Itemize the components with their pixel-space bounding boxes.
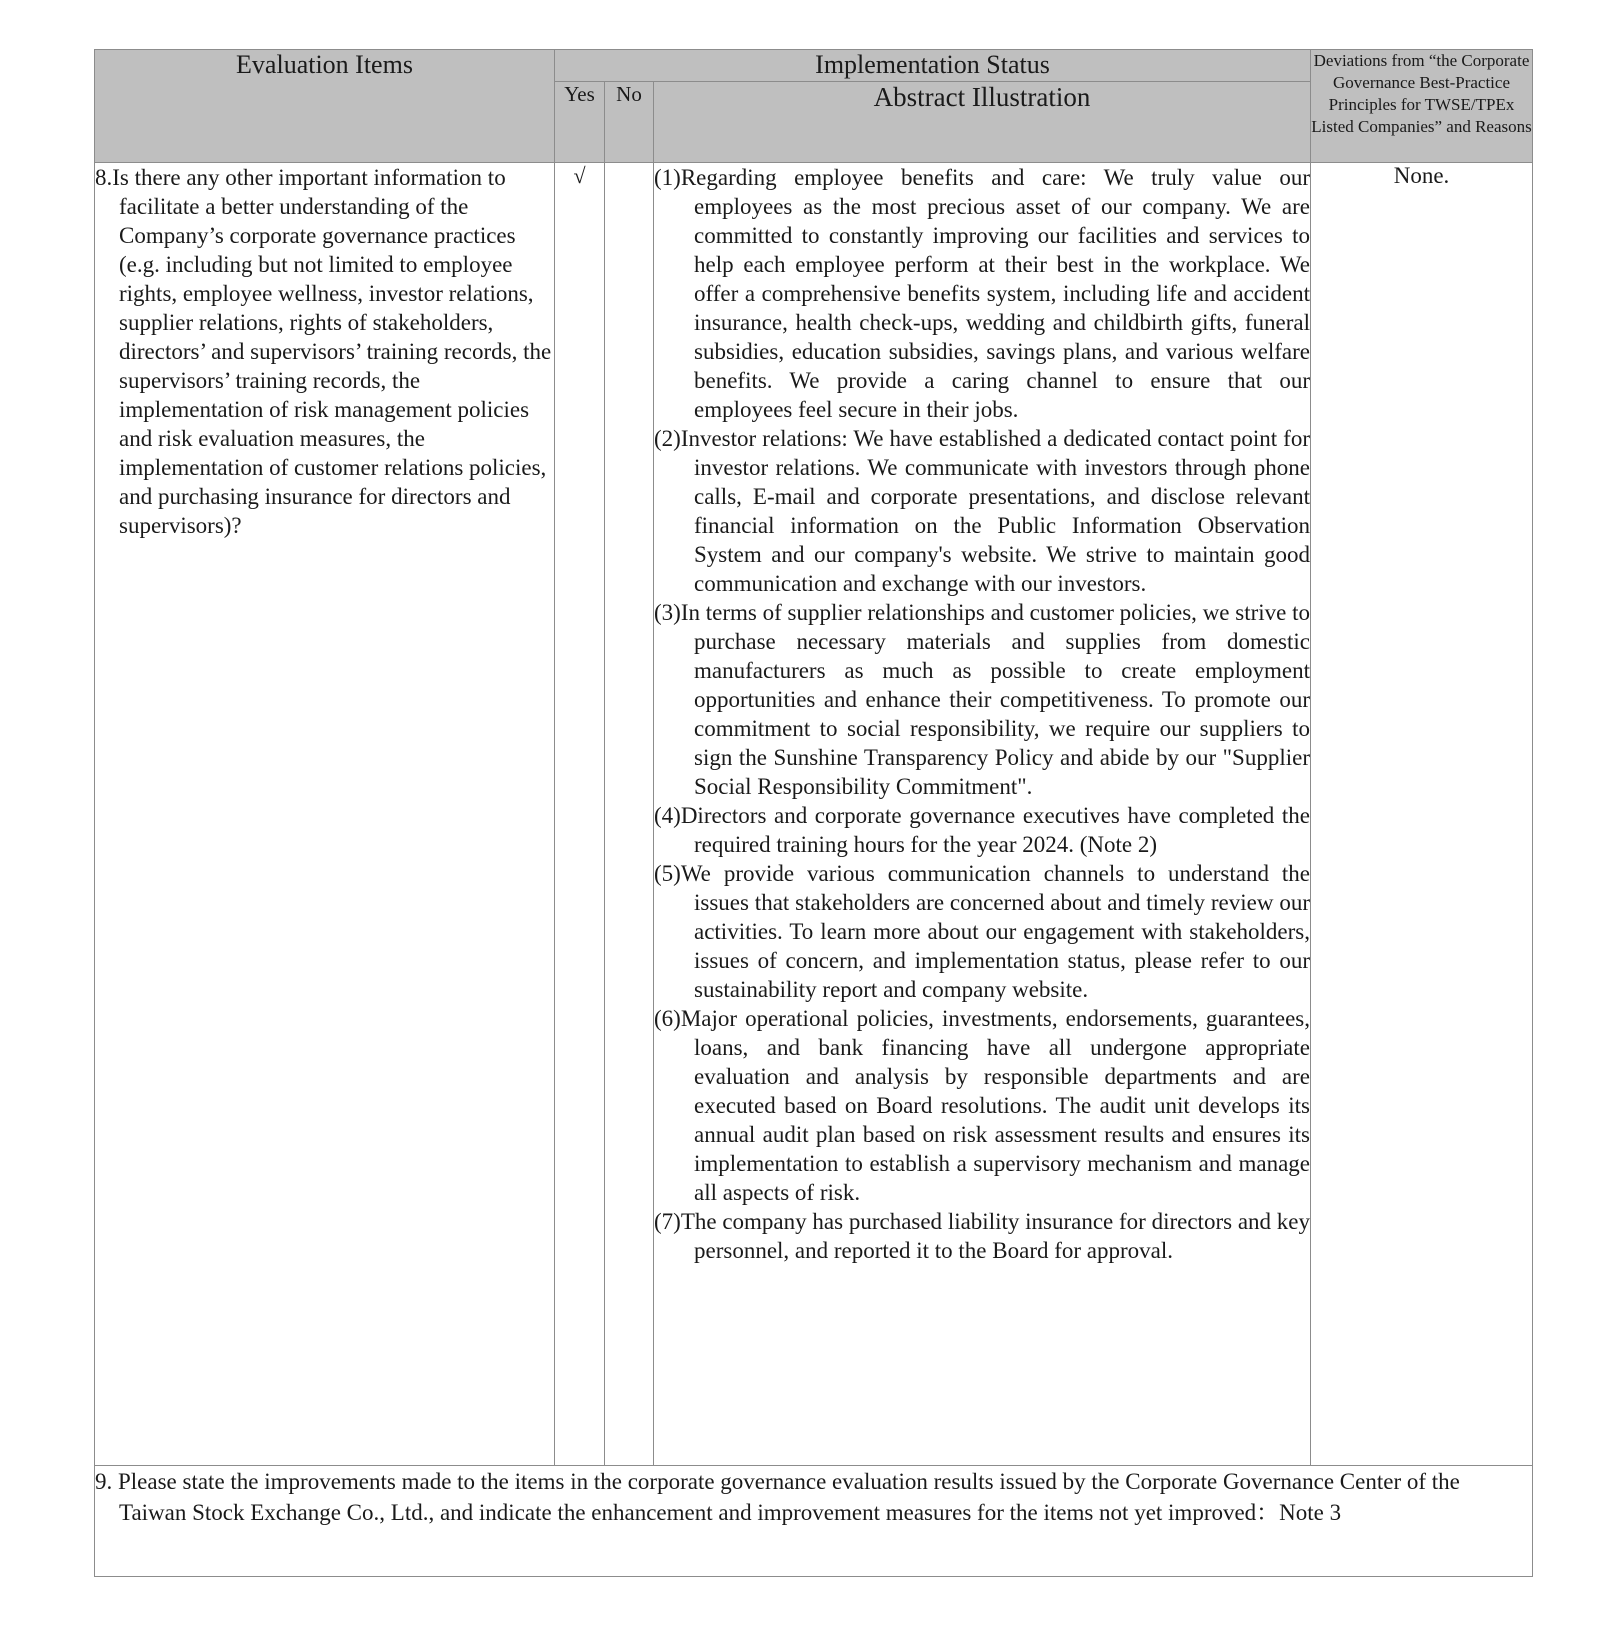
item-8-yes-mark: √ [555, 163, 605, 1466]
item-9-row [95, 1466, 1533, 1577]
abstract-point: (6)Major operational policies, investments, endorsements, guarantees, loans, and bank financing have all undergone appropriate evaluation and analysis by responsible departments and are executed based on Board resolutions. The audit unit develops its annual audit plan based on risk assessment results and ensures its implementation to establish a supervisory mechanism and manage all aspects of risk. [654, 1006, 1310, 1205]
item-8-no-mark [605, 163, 654, 1466]
abstract-point: (1)Regarding employee benefits and care: We truly value our employees as the most precious asset of our company. We are committed to constantly improving our facilities and services to help each employee perform at their best in the workplace. We offer a comprehensive benefits system, including life and accident insurance, health check-ups, wedding and childbirth gifts, funeral subsidies, education subsidies, savings plans, and various welfare benefits. We provide a caring channel to ensure that our employees feel secure in their jobs. [654, 165, 1310, 422]
header-no: No [605, 82, 654, 163]
item-9-cell [95, 1466, 1533, 1577]
item-8-question: 8.Is there any other important information to facilitate a better understanding of the Company’s corporate governance practices (e.g. including but not limited to employee rights, employee wellness, investor relations, supplier relations, rights of stakeholders, directors’ and supervisors’ training records, the supervisors’ training records, the implementation of risk management policies and risk evaluation measures, the implementation of customer relations policies, and purchasing insurance for directors and supervisors)? [95, 165, 552, 538]
abstract-point: (4)Directors and corporate governance executives have completed the required training hours for the year 2024. (Note 2) [654, 803, 1310, 857]
item-8-question-cell [95, 163, 555, 1466]
header-yes: Yes [555, 82, 605, 163]
item-8-row [95, 163, 1533, 1466]
item-8-deviation: None. [1311, 163, 1533, 1466]
header-abstract-illustration: Abstract Illustration [654, 82, 1311, 163]
header-deviations: Deviations from “the Corporate Governance Best-Practice Principles for TWSE/TPEx Listed Companies” and Reasons [1311, 50, 1533, 163]
abstract-point: (3)In terms of supplier relationships and customer policies, we strive to purchase necessary materials and supplies from domestic manufacturers as much as possible to create employment opportunities and enhance their competitiveness. To promote our commitment to social responsibility, we require our suppliers to sign the Sunshine Transparency Policy and abide by our "Supplier Social Responsibility Commitment". [654, 600, 1310, 799]
abstract-point: (2)Investor relations: We have established a dedicated contact point for investor relations. We communicate with investors through phone calls, E-mail and corporate presentations, and disclose relevant financial information on the Public Information Observation System and our company's website. We strive to maintain good communication and exchange with our investors. [654, 426, 1310, 596]
item-8-abstract [654, 163, 1311, 1466]
abstract-point: (7)The company has purchased liability insurance for directors and key personnel, and reported it to the Board for approval. [654, 1209, 1310, 1263]
item-9-text: 9. Please state the improvements made to the items in the corporate governance evaluation results issued by the Corporate Governance Center of the Taiwan Stock Exchange Co., Ltd., and indicate the enhancement and improvement measures for the items not yet improved：Note 3 [95, 1469, 1460, 1525]
abstract-point: (5)We provide various communication channels to understand the issues that stakeholders are concerned about and timely review our activities. To learn more about our engagement with stakeholders, issues of concern, and implementation status, please refer to our sustainability report and company website. [654, 861, 1310, 1002]
governance-table [94, 49, 1533, 1577]
header-implementation-status: Implementation Status [555, 50, 1311, 82]
header-evaluation-items: Evaluation Items [95, 50, 555, 163]
header-row-1 [95, 50, 1533, 82]
